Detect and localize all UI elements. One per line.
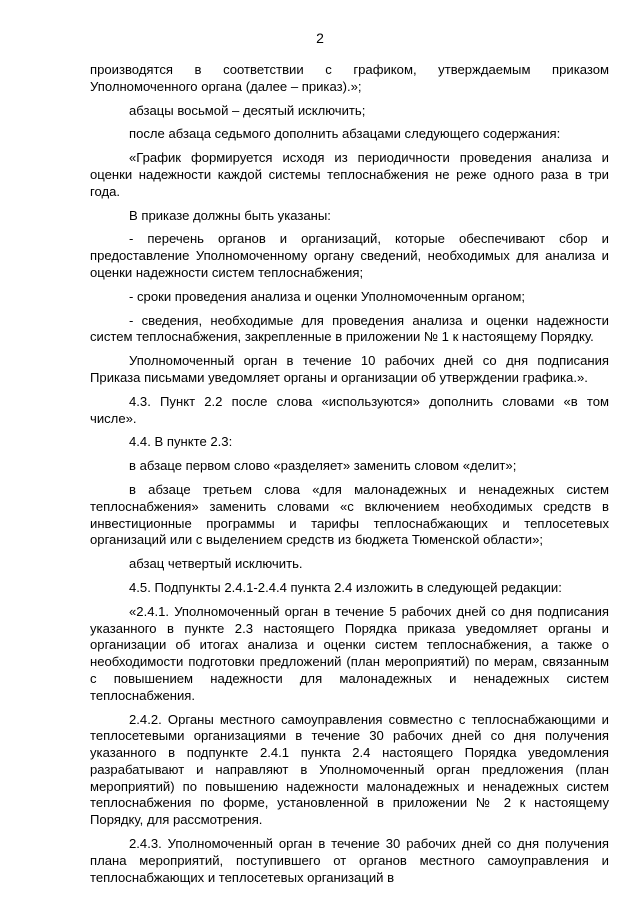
paragraph: в абзаце первом слово «разделяет» заменить словом «делит»; (129, 458, 517, 474)
document-body (90, 62, 609, 886)
paragraph: после абзаца седьмого дополнить абзацами следующего содержания: (129, 126, 561, 142)
paragraph: абзацы восьмой – десятый исключить; (129, 102, 366, 118)
paragraph: 4.3. Пункт 2.2 после слова «используются» дополнить словами «в том числе». (90, 393, 609, 426)
page-number: 2 (316, 30, 324, 46)
paragraph: В приказе должны быть указаны: (129, 207, 331, 223)
paragraph: - сведения, необходимые для проведения анализа и оценки надежности систем теплоснабжения, закрепленные в приложении № 1 к настоящему Порядку. (90, 312, 609, 345)
paragraph: «2.4.1. Уполномоченный орган в течение 5 рабочих дней со дня подписания указанного в пункте 2.3 настоящего Порядка приказа уведомляет органы и организации об итогах анализа и оценки систем теплоснабжения, а также о необходимости подготовки предложений (план мероприятий) по мерам, связанным с повышением надежности для малонадежных и ненадежных систем теплоснабжения. (90, 603, 609, 703)
paragraph: 4.5. Подпункты 2.4.1-2.4.4 пункта 2.4 изложить в следующей редакции: (129, 579, 562, 595)
paragraph: «График формируется исходя из периодичности проведения анализа и оценки надежности каждой системы теплоснабжения не реже одного раза в три года. (90, 150, 609, 199)
paragraph: Уполномоченный орган в течение 10 рабочих дней со дня подписания Приказа письмами уведомляет органы и организации об утверждении графика.». (90, 353, 609, 385)
paragraph: производятся в соответствии с графиком, утверждаемым приказом Уполномоченного органа (далее – приказ).»; (90, 62, 609, 94)
paragraph: абзац четвертый исключить. (129, 556, 303, 572)
paragraph: в абзаце третьем слова «для малонадежных и ненадежных систем теплоснабжения» заменить словами «с включением необходимых средств в инвестиционные программы и тарифы теплоснабжающих и теплосетевых организаций или с выделением средств из бюджета Тюменской области»; (90, 481, 609, 548)
paragraph: - сроки проведения анализа и оценки Уполномоченным органом; (129, 288, 525, 304)
paragraph: 4.4. В пункте 2.3: (129, 434, 233, 450)
paragraph: - перечень органов и организаций, которые обеспечивают сбор и предоставление Уполномоченному органу сведений, необходимых для анализа и оценки надежности систем теплоснабжения; (90, 231, 609, 280)
paragraph: 2.4.2. Органы местного самоуправления совместно с теплоснабжающими и теплосетевыми организациями в течение 30 рабочих дней со дня получения указанного в подпункте 2.4.1 пункта 2.4 настоящего Порядка уведомления разрабатывают и направляют в Уполномоченный орган предложения (план мероприятий) по повышению надежности малонадежных и ненадежных систем теплоснабжения по форме, установленной в приложении № 2 к настоящему Порядку, для рассмотрения. (90, 711, 609, 828)
paragraph: 2.4.3. Уполномоченный орган в течение 30 рабочих дней со дня получения плана мероприятий, поступившего от органов местного самоуправления и теплоснабжающих и теплосетевых организаций в (90, 836, 609, 885)
